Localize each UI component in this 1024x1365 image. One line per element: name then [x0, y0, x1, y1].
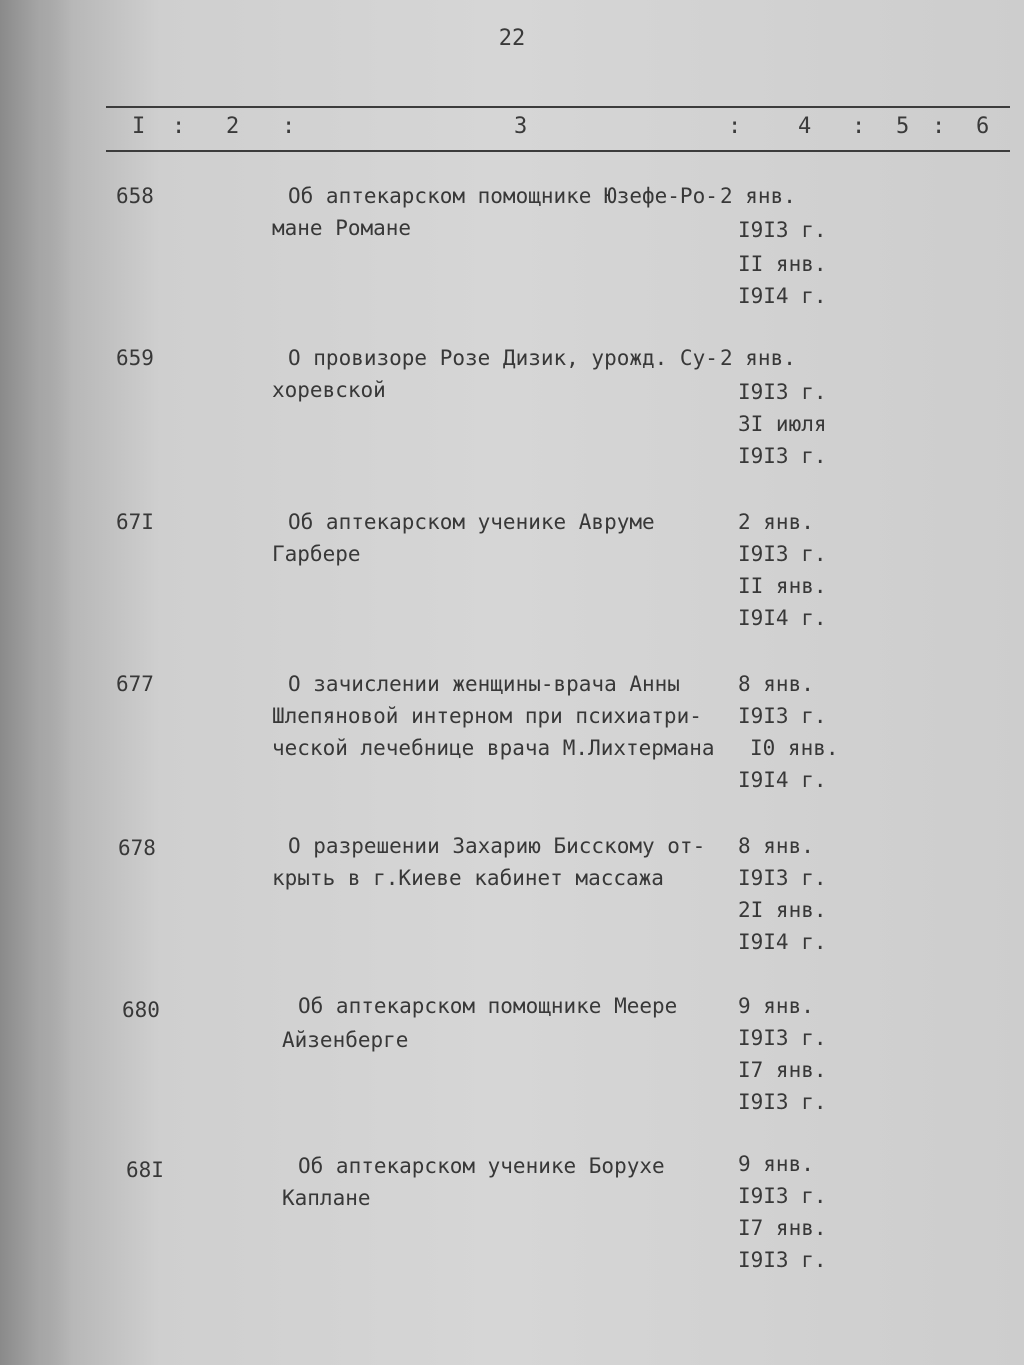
entry-date-line: 9 янв. — [738, 994, 814, 1018]
entry-date-line: II янв. — [738, 252, 827, 276]
entry-title-line: ческой лечебнице врача М.Лихтермана — [272, 736, 715, 760]
entry-date-line: 8 янв. — [738, 834, 814, 858]
entry-title-line: О провизоре Розе Дизик, урожд. Су- — [288, 346, 718, 370]
entry-date-line: I9I4 г. — [738, 284, 827, 308]
entry-title-line: Об аптекарском ученике Борухе — [298, 1154, 665, 1178]
header-col-6: 6 — [976, 114, 990, 139]
entry-number: 659 — [116, 346, 154, 370]
entry-title-line: Об аптекарском помощнике Юзефе-Ро- — [288, 184, 718, 208]
entry-date-line: I9I4 г. — [738, 606, 827, 630]
entry-date-line: I9I3 г. — [738, 704, 827, 728]
entry-number: 677 — [116, 672, 154, 696]
header-separator: : — [932, 114, 946, 139]
entry-number: 678 — [118, 836, 156, 860]
entry-date-line: II янв. — [738, 574, 827, 598]
entry-date-line: I9I3 г. — [738, 1090, 827, 1114]
header-rule-bottom — [106, 150, 1010, 152]
entry-date-line: I9I3 г. — [738, 218, 827, 242]
entry-date-line: I9I3 г. — [738, 1184, 827, 1208]
entry-number: 658 — [116, 184, 154, 208]
entry-date-line: I9I3 г. — [738, 866, 827, 890]
entry-date-line: I9I3 г. — [738, 1026, 827, 1050]
entry-date-line: I9I3 г. — [738, 1248, 827, 1272]
entry-date-line: 2 янв. — [720, 184, 796, 208]
entry-date-line: I9I3 г. — [738, 380, 827, 404]
entry-date-line: I9I4 г. — [738, 930, 827, 954]
entry-title-line: Айзенберге — [282, 1028, 409, 1052]
header-col-1: I — [132, 114, 146, 139]
header-separator: : — [852, 114, 866, 139]
entry-title-line: Шлепяновой интерном при психиатри- — [272, 704, 702, 728]
entry-title-line: Об аптекарском помощнике Меере — [298, 994, 678, 1018]
header-separator: : — [172, 114, 186, 139]
entry-title-line: Каплане — [282, 1186, 371, 1210]
entry-title-line: хоревской — [272, 378, 386, 402]
header-col-3: 3 — [514, 114, 528, 139]
entry-title-line: крыть в г.Киеве кабинет массажа — [272, 866, 664, 890]
entry-title-line: мане Романе — [272, 216, 412, 240]
entry-date-line: 2 янв. — [720, 346, 796, 370]
header-col-4: 4 — [798, 114, 812, 139]
entry-date-line: 9 янв. — [738, 1152, 814, 1176]
entry-date-line: I0 янв. — [750, 736, 839, 760]
entry-title-line: Гарбере — [272, 542, 361, 566]
entry-number: 68I — [126, 1158, 164, 1182]
header-separator: : — [282, 114, 296, 139]
entry-date-line: I7 янв. — [738, 1216, 827, 1240]
entry-number: 67I — [116, 510, 154, 534]
entry-date-line: 8 янв. — [738, 672, 814, 696]
header-separator: : — [728, 114, 742, 139]
entry-date-line: 2I янв. — [738, 898, 827, 922]
page-number: 22 — [498, 26, 526, 51]
entry-date-line: 3I июля — [738, 412, 827, 436]
binding-shadow — [0, 0, 72, 1365]
header-col-2: 2 — [226, 114, 240, 139]
entry-date-line: 2 янв. — [738, 510, 814, 534]
entry-title-line: О зачислении женщины-врача Анны — [288, 672, 680, 696]
entry-title-line: Об аптекарском ученике Авруме — [288, 510, 655, 534]
entry-date-line: I9I4 г. — [738, 768, 827, 792]
entry-date-line: I7 янв. — [738, 1058, 827, 1082]
header-col-5: 5 — [896, 114, 910, 139]
entry-date-line: I9I3 г. — [738, 444, 827, 468]
entry-title-line: О разрешении Захарию Бисскому от- — [288, 834, 706, 858]
entry-number: 680 — [122, 998, 160, 1022]
entry-date-line: I9I3 г. — [738, 542, 827, 566]
